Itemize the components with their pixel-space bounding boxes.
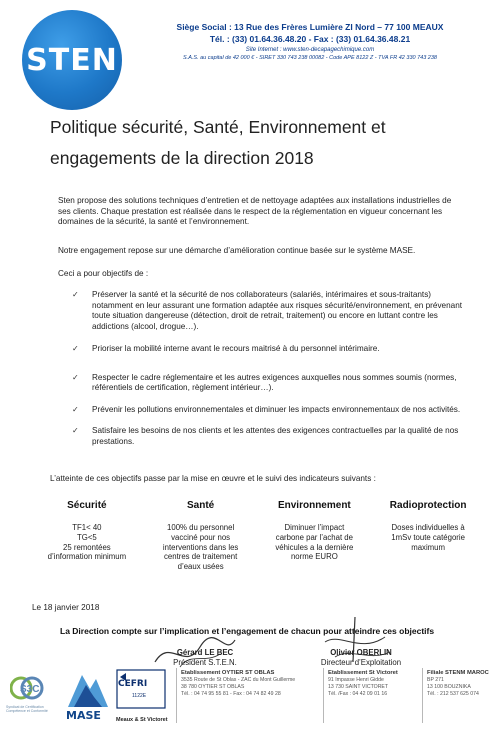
indicator-text: TF1< 40 TG<5 25 remontées d’information minimum	[47, 523, 127, 562]
check-icon: ✓	[72, 372, 79, 382]
check-icon: ✓	[72, 344, 79, 353]
phone-fax: Tél. : (33) 01.64.36.48.20 - Fax : (33) 01.64.36.48.21	[209, 34, 411, 44]
objective-item	[72, 405, 472, 416]
objective-text: Préserver la santé et la sécurité de nos collaborateurs (salariés, intérimaires et sous-traitants) notamment en leur assurant une formation adaptée aux risques sécurité/environnement, en prévenant toute situation dangereuse (détection, droit de retrait, traitement) ou encore en luttant contre les addictions (alcool, drogue…).	[92, 290, 463, 331]
footer-divider	[323, 668, 324, 723]
site-heading: Etablissement St Victoret	[328, 670, 398, 676]
site-line: Tél. : 04 74 95 55 81 - Fax : 04 74 82 49 28	[181, 691, 281, 697]
sten-logo	[22, 10, 122, 110]
indicators-intro: L’atteinte de ces objectifs passe par la mise en œuvre et le suivi des indicateurs suivants :	[50, 474, 376, 483]
check-icon: ✓	[72, 290, 79, 299]
indicator-heading: Radioprotection	[389, 500, 467, 511]
site-st-victoret	[328, 670, 420, 698]
legal-info: S.A.S. au capital de 42 000 € - SIRET 330 743 238 00082 - Code APE 8122 Z - TVA FR 42 330 743 238	[183, 55, 437, 61]
indicator-radioprotection	[371, 500, 485, 572]
site-heading: Etablissement OYTIER ST OBLAS	[181, 670, 275, 676]
website: Site Internet : www.sten-decapagechimique.com	[245, 47, 375, 53]
site-line: 13 100 BOUZNIKA	[427, 684, 471, 690]
cefri-number: 1122E	[132, 693, 147, 699]
site-line: 91 Impasse Henri Gidde	[328, 677, 384, 683]
check-icon: ✓	[72, 426, 79, 435]
objective-text: Prévenir les pollutions environnementales et diminuer les impacts environnementaux de nos activités.	[92, 404, 461, 414]
s3c-logo	[10, 673, 46, 703]
mase-label: MASE	[66, 709, 101, 722]
objective-item	[72, 373, 472, 394]
indicator-heading: Sécurité	[67, 500, 107, 511]
site-line: 13 730 SAINT VICTORET	[328, 684, 389, 690]
indicator-text: 100% du personnel vacciné pour nos interventions dans les centres de traitement d’eaux usées	[162, 523, 239, 572]
site-line: Tél. /Fax : 04 42 09 01 16	[328, 691, 388, 697]
indicator-heading: Environnement	[277, 500, 351, 511]
company-header	[150, 22, 470, 61]
objective-text: Respecter le cadre réglementaire et les autres exigences auxquelles nous sommes soumis (normes, référentiels de certification, règlement intérieur…).	[92, 372, 457, 392]
site-line: 38 780 OYTIER ST OBLAS	[181, 684, 245, 690]
cefri-logo	[116, 669, 166, 709]
site-line: BP 271	[427, 677, 444, 683]
mase-logo	[64, 667, 110, 711]
check-icon: ✓	[72, 404, 79, 414]
certification-logos	[6, 665, 176, 729]
objective-item	[72, 426, 472, 447]
site-oytier	[181, 670, 316, 698]
site-maroc	[427, 670, 497, 698]
objective-item	[72, 344, 472, 355]
intro-paragraph: Sten propose des solutions techniques d’entretien et de nettoyage adaptées aux installations industrielles de ses clients. Chaque prestation est réalisée dans le respect de la réglementation en vigueur concernant les domaines de la sécurité, la santé et l’environnement.	[58, 196, 452, 226]
objectives-list	[72, 290, 472, 447]
signer-director	[296, 648, 426, 668]
indicator-text: Diminuer l’impact carbone par l’achat de véhicules a la dernière norme EURO	[275, 523, 354, 562]
engagement-paragraph: Notre engagement repose sur une démarche d’amélioration continue basée sur le système MASE.	[58, 246, 416, 255]
s3c-caption: Syndicat de Certification Compétence et Conformité	[6, 705, 48, 713]
objective-item	[72, 290, 472, 332]
signer-role: Directeur d’Exploitation	[320, 658, 402, 667]
document-date: Le 18 janvier 2018	[32, 603, 100, 612]
indicator-heading: Santé	[187, 500, 215, 511]
document-title: Politique sécurité, Santé, Environnement et engagements de la direction 2018	[50, 117, 386, 168]
site-line: Tél. : 212 537 625 074	[427, 691, 479, 697]
footer-divider	[422, 668, 423, 723]
logos-caption: Meaux & St Victoret	[116, 717, 168, 723]
indicator-environnement	[258, 500, 372, 572]
cefri-label: CEFRI	[118, 679, 148, 689]
objective-text: Satisfaire les besoins de nos clients et les attentes des exigences contractuelles par la qualité de nos prestations.	[92, 426, 459, 446]
commitment-statement: La Direction compte sur l’implication et l’engagement de chacun pour atteindre ces objectifs	[60, 626, 435, 636]
objectives-intro: Ceci a pour objectifs de :	[58, 269, 149, 278]
site-heading: Filiale STENM MAROC	[427, 670, 489, 676]
indicator-sante	[144, 500, 258, 572]
objective-text: Prioriser la mobilité interne avant le recours maitrisé à du personnel intérimaire.	[92, 344, 380, 353]
signer-name: Gérard LE BEC	[176, 648, 234, 657]
indicator-text: Doses individuelles à 1mSv toute catégorie maximum	[391, 523, 465, 552]
signer-role: Président S.T.E.N.	[173, 658, 237, 667]
footer-divider	[176, 668, 177, 723]
site-line: 3535 Route de St Oblas - ZAC du Mont Guillerme	[181, 677, 296, 683]
indicators-table	[30, 500, 485, 572]
logo-text: STEN	[26, 42, 118, 78]
signer-name: Olivier OBERLIN	[330, 648, 392, 657]
head-office-address: Siège Social : 13 Rue des Frères Lumière ZI Nord – 77 100 MEAUX	[176, 22, 444, 32]
indicator-securite	[30, 500, 144, 572]
s3c-label: S3C	[20, 684, 40, 695]
